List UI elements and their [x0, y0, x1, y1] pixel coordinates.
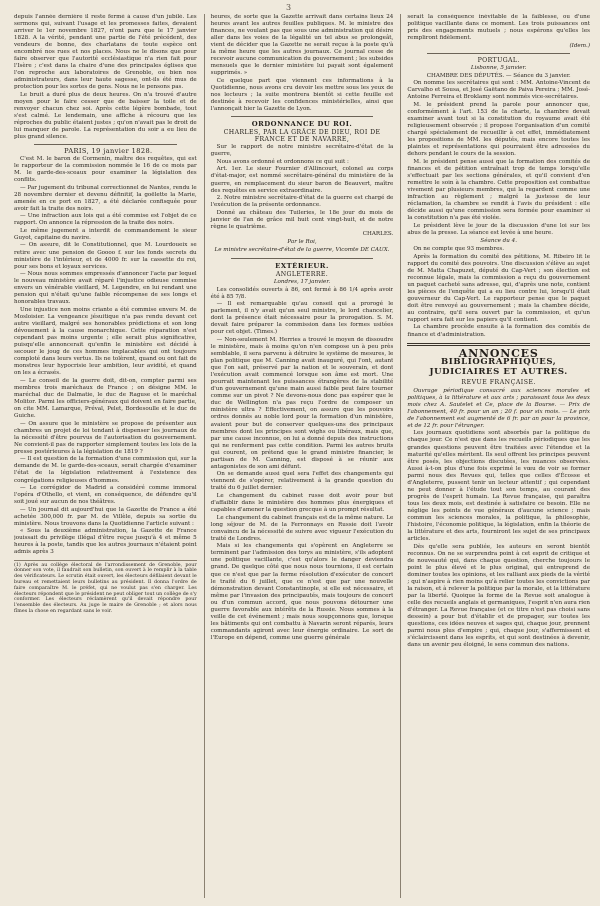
article-paragraph: Mais si les changements qui s'opèrent en Angleterre se terminent par l'admission des torys au ministère, s'ils adoptent une politique vacillante, c'est qu'alors le danger deviendra grand. De quelque côté que nous nous tournions, il est certain que ce n'est que par la ferme résolution d'exécuter de concert le traité du 6 juillet, que ce n'est que par une nouvelle démonstration devant Constantinople, si elle est nécessaire, et même par l'invasion des principautés, mais toujours de concert ou d'un commun accord, que nous pouvons détourner une guerre favorable aux intérêts de la Russie. Nous sommes à la veille de cet événement ; mais nous soupçonnons que, lorsque les bâtiments qui ont combattu à Navarin seront réparés, leurs commandants agiront avec leur énergie ordinaire. Le sort de l'Europe en dépend, comme une guerre générale — [210, 543, 394, 641]
article-paragraph: Le changement du cabinet français est de la même nature. Le long séjour de M. de la Ferronnays en Russie doit l'avoir convaincu de la nécessité de suivre avec vigueur l'exécution du traité de Londres. — [210, 514, 394, 542]
annonces-subtitle: BIBLIOGRAPHIQUES, JUDICIAIRES ET AUTRES. — [429, 356, 568, 377]
article-paragraph: « Sous la deuxième administration, la Gazette de France jouissait du privilège illégal d'être reçue jusqu'à 4 et même 5 heures à la poste, tandis que les autres journaux n'étaient point admis après 3 — [14, 528, 197, 556]
article-paragraph: — Non-seulement M. Herries a trouvé le moyen de dissoudre le ministère, mais à moins qu'on n'en compose un à peu près semblable, il sera parvenu à détruire le système de mesures, le plan politique que M. Canning avait inauguré, qui l'ont, autant que l'on sait, préservé par la nation et le souverain, et dont l'exécution avait commencé lorsque son âme est mort. Une pourrait maintenant les puissances étrangères de la stabilité d'un gouvernement qu'une main aussi faible peut faire tourner comme sur un pivot ? Ne devons-nous donc pas espérer que le duc de Wellington n'a pas reçu l'ordre de composer un ministère ultra ? Effectivement, on assure que les pouvoirs ordres donnés au noble lord pour la formation d'un ministère, avaient pour but de conserver quelques-uns des principaux membres dont les principes sont wighs ou libéraux, mais que, par une cause inconnue, on lui a donné depuis des instructions qui ne renferment pas cette condition. Parmi les autres bruits qui courent, on prétend que le grand ministre financier, le partisan de M. Canning, est disposé à se réunir aux antagonistes de son ami défunt. — [210, 336, 394, 470]
article-paragraph: Après la formation du comité des pétitions, M. Ribeiro lit le rapport du comité des pouvoirs. Une discussion s'élève au sujet de M. Matta Chapuzet, député du Cap-Vert ; son élection est reconnue légale, mais la commission a reçu du gouvernement un paquet cacheté sans adresse, qui, d'après une note, contient les pièces de l'enquête qui a eu lieu contre lui, lorsqu'il était gouverneur du Cap-Vert. Le rapporteur pense que le paquet doit être renvoyé au gouvernement ; mais la chambre décide, au contraire, qu'il sera ouvert par la commission, et qu'un rapport sera fait sur les papiers qu'il contient. — [407, 253, 591, 323]
article-paragraph: — Une infraction aux lois qui a été commise est l'objet de ce rapport. On annonce la répression de la traite des noirs. — [14, 213, 197, 227]
article-paragraph: 2. Notre ministre secrétaire-d'état de la guerre est chargé de l'exécution de la présente ordonnance. — [210, 195, 394, 209]
article-paragraph: Le même jugement a interdit de commandement le sieur Guyot, capitaine du navire. — [14, 227, 197, 241]
advert-paragraph: Dès qu'elle sera publiée, les auteurs en seront bientôt reconnus. On ne se surprendra point à cet esprit de critique et de nouveauté qui, dans chaque question, cherche toujours le point le plus élevé et le plus original, qui entreprend de dominer toutes les opinions, et les ralliant aux pieds de la vérité ; qui n'aspire à rien moins qu'à relier toutes les convictions par la raison, et à relever la politique par la morale, et la littérature par la liberté. Quoique la forme de la Revue soit analogue à celle des recueils anglais et germaniques, l'esprit n'en aura rien d'étranger. La Revue française (et ce titre n'est pas choisi sans dessein) a pour but d'établir et de propager, sur toutes les questions, ces idées neuves et sages qui, chaque jour, prennent parmi nous plus d'empire ; qui, chaque jour, s'affermissent et s'éclaircissent dans les esprits, et qui sont destinées à devenir, dans un avenir peu éloigné, le sens commun des nations. — [407, 543, 591, 649]
article-paragraph: heures, de sorte que la Gazette arrivait dans certains lieux 24 heures avant les autres feuilles publiques. M. le ministre des finances, ne voulant pas que sous une administration qui désire aller dans les voies de la légalité un tel abus se prolongeât, vient de décider que la Gazette ne serait reçue à la poste qu'à la même heure que les autres journaux. Ce journal cesse de recevoir aucune communication du gouvernement ; les subsides mensuels que le dernier ministère lui payait sont également supprimés. » — [210, 14, 394, 77]
seance-heading: Séance du 4. — [480, 237, 517, 244]
article-paragraph: — On assure, dit le Constitutionnel, que M. Lourdoueix se retire avec une pension de Goooo f. sur les fonds secrets du ministère de l'intérieur, et de 4000 fr. sur la cassette du roi, pour ses bons et loyaux services. — [14, 242, 197, 270]
column-right — [400, 14, 590, 898]
article-paragraph: Les consolidés ouverts à 86, ont fermé à 86 1/4 après avoir été à 85 7/8. — [210, 286, 394, 300]
page-number: 3 — [286, 3, 292, 12]
article-paragraph: Donné au château des Tuileries, le 18e jour du mois de janvier de l'an de grâce mil huit cent vingt-huit, et de notre règne le quatrième. — [210, 209, 394, 230]
country-heading: ANGLETERRE. — [275, 270, 329, 278]
signature-king: CHARLES. — [362, 231, 394, 238]
divider — [231, 116, 374, 117]
article-paragraph: — Un journal dit aujourd'hui que la Gazette de France a été achetée 300,000 fr. par M. de Villèle, depuis sa sortie du ministère. Nous trouvons dans la Quotidienne l'article suivant : — [14, 506, 197, 527]
article-paragraph: depuis l'année dernière il reste fermé à cause d'un jubilé. Les sermons qui, suivant l'usage et les promesses faites, devaient arriver le 1er novembre 1827, n'ont paru que le 17 janvier 1828. A la vérité, pendant une partie de l'été précédent, des vendeurs de bonne, des charlatans de toute espèce ont encombré nos rues et nos places. Nous ne le disons que pour faire observer que l'autorité ecclésiastique n'a rien fait pour l'Isère ; c'est dans la chaire d'une des principales églises que l'on reproche aux laboratoires de Grenoble, ou bien nos administrateurs, dans leur haute sagesse, ont-ils été mus de protection pour les sortes de gens. Nous ne le pensons pas. — [14, 14, 197, 91]
article-paragraph: — On assure que le ministère se propose de présenter aux chambres un projet de loi tendant à dispenser les journaux de la nécessité d'être pourvus de l'autorisation du gouvernement. Ne convient-il pas de rapporter simplement toutes les lois de la presse postérieures à la législation de 1819 ? — [14, 420, 197, 455]
signature-minister: Le ministre secrétaire-d'état de la guerre, Vicomte DE CAUX. — [214, 247, 390, 254]
article-paragraph: — Nous nous sommes empressés d'annoncer l'acte par lequel le nouveau ministère avait réparé l'injustice odieuse commise envers un vénérable vieillard, M. Legendre, en lui rendant une pension qui n'était qu'une faible récompense de ses longs et honorables travaux. — [14, 271, 197, 306]
country-heading: PORTUGAL. — [477, 56, 520, 64]
article-paragraph: — Il est question de la formation d'une commission qui, sur la demande de M. le garde-des-sceaux, serait chargée d'examiner l'état de la législation relativement à l'existence des congrégations religieuses d'hommes. — [14, 456, 197, 484]
ordonnance-title: ORDONNANCE DU ROI. — [251, 120, 353, 129]
article-paragraph: On ne compte que 93 membres. — [413, 245, 505, 252]
article-paragraph: — Le corrégidor de Madrid a considéré comme immoral l'opéra d'Othello, et vient, en conséquence, de défendre qu'il soit joué sur aucun de nos théâtres. — [14, 485, 197, 506]
article-paragraph: M. le président prend la parole pour annoncer que, conformément à l'art. 153 de la charte, la chambre devait examiner avant tout si la constitution du royaume avait été religieusement observée ; il propose l'organisation d'un comité chargé spécialement de recueillir à cet effet, immédiatement les propositions de MM. les députés, mais encore toutes les plaintes et représentations qui pourraient être adressées du dehors pendant le cours de la session. — [407, 102, 591, 158]
column-middle — [204, 14, 394, 898]
article-paragraph: Une injustice non moins criante a été commise envers M. de Mosloisier. La vengeance jésuitique n'a pas rendu devant cet autre vieillard, malgré ses honorables prédictions et son long dévouement à la cause monarchique. Cette réparation n'est cependant pas moins urgente ; elle serait plus significative, puisqu'elle annoncerait qu'enfin le ministère est décidé à secouer le joug de ces hommes implacables qui ont toujours comploté dans leurs vertus. Ils ne tolèrent, quand ou ont fait de monstres leur hypocrisie leur ambition, leur avidité, et quand on les a écrasés. — [14, 306, 197, 377]
section-divider — [407, 343, 590, 346]
advert-paragraph: Les journaux quotidiens sont absorbés par la politique du chaque jour. Ce n'est que dans les recueils périodiques que les grandes questions peuvent être traitées avec l'étendue et la maturité qu'elles méritent. Ils seul offrent les principes peuvent être posés, les objections discutées, les nuances observées. Aussi à-t-on plus d'une fois exprimé le vœu de voir se former parmi nous des Revues qui, telles que celles d'Écosse et d'Angleterre, pussent tenir un lecteur attentif ; qui cependant ne peut donner à l'étude tout son temps, au courant des progrès de l'esprit humain. La Revue française, qui paraîtra tous les deux mois, est destinée à satisfaire ce besoin. Elle ne néglige les points de vue généraux d'aucune science ; mais commun les sciences morales, la politique, la philosophie, l'histoire, l'économie politique, la législation, enfin la théorie de la littérature et des arts, fourniront les sujet de ses principaux articles. — [407, 430, 591, 543]
annonces-title: ANNONCES — [458, 346, 539, 360]
revue-heading: REVUE FRANÇAISE. — [461, 378, 536, 386]
article-paragraph: On nomme les secrétaires qui sont : MM. Antoine-Vincent de Carvalho et Sousa, et José Gaëtano de Paiva Pereira ; MM. José-Antoine Ferreira et Broklamy sont nommés vice-secrétaires. — [407, 80, 591, 101]
london-dateline: Londres, 17 janvier. — [273, 278, 331, 285]
article-paragraph: Le président lève le jour de la discussion d'une loi sur les abus de la presse. La séance est levée à une heure. — [407, 222, 591, 236]
article-paragraph: — Il est remarquable qu'au conseil qui a prorogé le parlement, il n'y avait qu'un seul ministre, le lord chancelier, dont la présence était nécessaire pour la prorogation. S. M. devait faire préparer la commission dans les formes usitées pour cet objet. (Times.) — [210, 301, 394, 336]
chamber-heading: CHAMBRE DES DÉPUTÉS. — Séance du 3 janvier. — [426, 72, 571, 79]
exterieur-title: EXTÉRIEUR. — [275, 261, 329, 270]
article-paragraph: On se demande aussi quel sera l'effet des changements qui viennent de s'opérer, relativement à la grande question du traité du 6 juillet dernier. — [210, 471, 394, 492]
signature-line: Par le Roi, — [287, 239, 317, 246]
article-paragraph: serait la conséquence inévitable de la faiblesse, ou d'une politique vacillante dans ce moment. Les trois puissances ont pris des engagements mutuels ; nous espérons qu'elles les rempliront fidèlement. — [407, 14, 591, 42]
article-paragraph: C'est M. le baron de Cormenin, maître des requêtes, qui est le rapporteur de la commission nommée le 16 de ce mois par M. le garde-des-sceaux pour examiner la législation des conflits. — [14, 155, 197, 184]
article-paragraph: Sur le rapport de notre ministre secrétaire-d'état de la guerre, — [210, 144, 394, 158]
article-paragraph: Le bruit a duré plus de deux heures. On n'a trouvé d'autre moyen pour le faire cesser que de baisser la toile et de renvoyer chacun chez soi. Après cette légère bombade, tout s'est calmé. Le lendemain, une affiche à récouru que les réproches du public étaient justes ; qu'on n'avait pas le droit de lui manquer de parole. La représentation du soir a eu lieu de plus grand silence. — [14, 92, 197, 141]
article-paragraph: Art. 1er. Le sieur Fournier d'Allincourt, colonel au corps d'état-major, est nommé secrétaire-général du ministère de la guerre, en remplacement du sieur baron de Beauvert, maître des requêtes en service extraordinaire. — [210, 166, 394, 194]
ordonnance-subtitle: CHARLES, PAR LA GRÂCE DE DIEU, ROI DE FRANCE ET DE NAVARRE, — [223, 129, 381, 144]
divider — [427, 53, 570, 54]
article-paragraph: Nous avons ordonné et ordonnons ce qui suit : — [216, 158, 349, 165]
divider — [231, 258, 374, 259]
article-paragraph: Ce quelque part que viennent ces informations à la Quotidienne, nous avons cru devoir les mettre sous les yeux de nos lecteurs ; la suite montrera bientôt si cette feuille est destinée à recevoir les confidences ministérielles, ainsi que l'annonçait hier la Gazette de Lyon. — [210, 77, 394, 113]
column-left — [14, 14, 197, 898]
divider — [34, 144, 177, 145]
advert-paragraph: Ouvrage périodique consacré aux sciences morales et politiques, à la littérature et aux arts ; paraissant tous les deux mois chez A. Sautelet et Ce, place de la Bourse. — Prix de l'abonnement, 40 fr. pour un an ; 20 f. pour six mois. — Le prix de l'abonnement est augmenté de 6 fr. par an pour la province, et de 12 fr. pour l'étranger. — [407, 387, 591, 429]
columns — [14, 14, 590, 898]
footnote: (1) Après au collège électoral de l'arrondissement de Grenoble, pour donner son vote, il faudrait son bulletin, son ouvert à le remplir à la table des vérificateurs. Le scrutin était ouvert, les électeurs défilaient devant le bureau et remettaient leurs bulletins au président. Il donna l'ordre de faire comparaître M. le préfet, qui ne voulut pas s'en charger. Les électeurs répondent que le président ne peut obliger tout un collège de s'y conformer. Les électeurs réclamèrent qu'il devait répondre pour l'ensemble des électeurs. Au juge le maire de Grenoble ; et alors nous fîmes la chose en regardant sans le voir. — [14, 560, 197, 615]
article-paragraph: — Le conseil de la guerre doit, dit-on, compter parmi ses membres trois maréchaux de France ; on désigne MM. le maréchal duc de Dalmatie, le duc de Raguse et le maréchal Molitor. Parmi les officiers-généraux qui doivent en faire partie, on cite MM. Lamarque, Préval, Pelet, Bordesoulle et le duc de Guiche. — [14, 377, 197, 420]
paris-dateline: PARIS, 19 janvier 1828. — [64, 147, 153, 156]
article-paragraph: La chambre procède ensuite à la formation des comités de finance et d'administration. — [407, 324, 591, 338]
lisbon-dateline: Lisbonne, 5 janvier. — [470, 64, 527, 71]
source-attribution: (Idem.) — [569, 42, 591, 49]
article-paragraph: — Par jugement du tribunal correctionnel de Nantes, rendu le 28 novembre dernier et devenu définitif, la goëlette la Marie, amenée en ce port en 1827, a été déclarée confisquée pour avoir fait la traite des noirs. — [14, 184, 197, 212]
article-paragraph: M. le président pense aussi que la formation des comités de finances et de pétition entraînait trop de temps lorsqu'elle s'effectuait par les sections générales, et qu'il convient d'en remettre le soin à la chambre. Cette proposition est combattue vivement par plusieurs membres, qui la regardent comme une infraction au règlement ; malgré la justesse de leur réclamation, la chambre se rendit à l'avis du président : elle décide aussi qu'une commission sera formée pour examiner si la constitution n'a pas été violée. — [407, 158, 591, 222]
article-paragraph: Le changement du cabinet russe doit avoir pour but d'affaiblir dans le ministère des hommes plus énergiques et capables d'amener la question grecque à un prompt résultat. — [210, 493, 394, 514]
